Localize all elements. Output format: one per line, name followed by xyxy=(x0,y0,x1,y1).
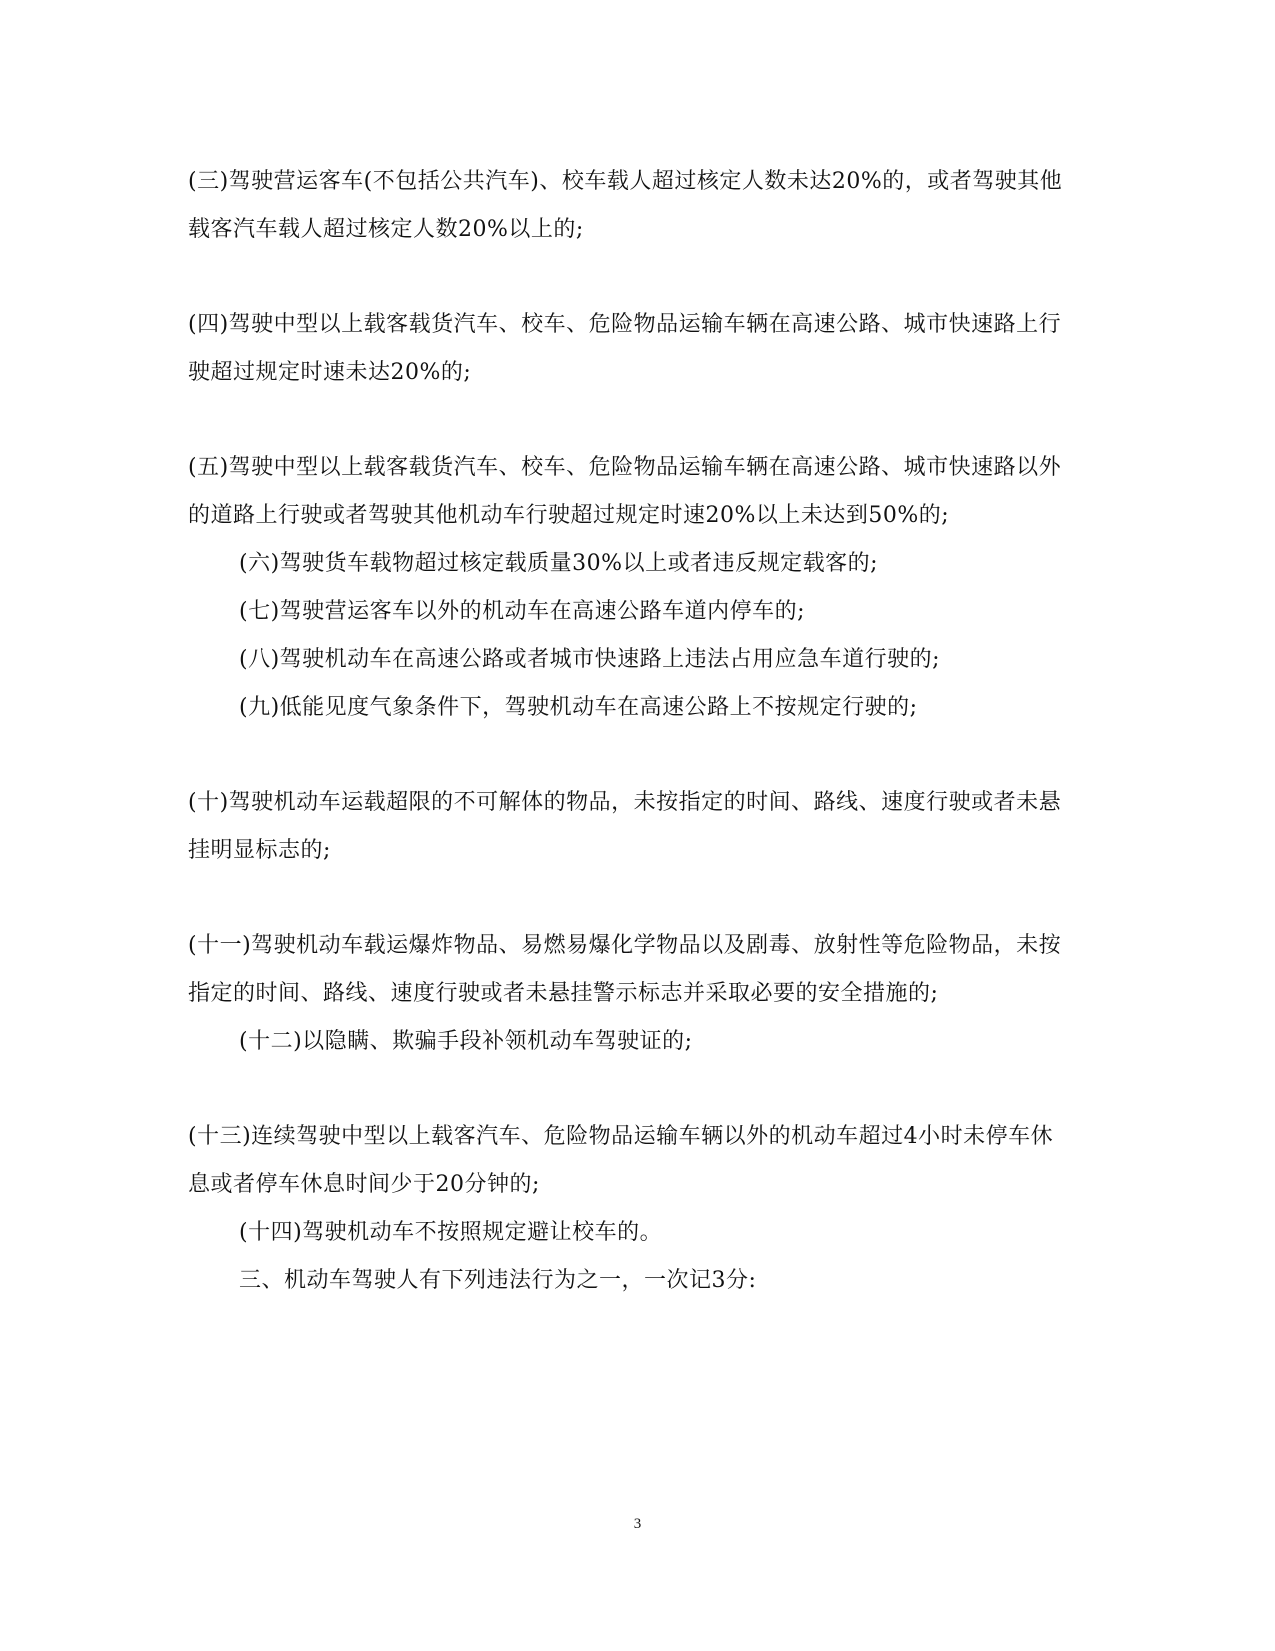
paragraph-item-4: (四)驾驶中型以上载客载货汽车、校车、危险物品运输车辆在高速公路、城市快速路上行驶超过规定时速未达20%的; xyxy=(188,312,1062,385)
paragraph-item-6: (六)驾驶货车载物超过核定载质量30%以上或者违反规定载客的; xyxy=(239,551,878,576)
paragraph-item-13: (十三)连续驾驶中型以上载客汽车、危险物品运输车辆以外的机动车超过4小时未停车休息或者停车休息时间少于20分钟的; xyxy=(188,1124,1054,1197)
paragraph-item-14: (十四)驾驶机动车不按照规定避让校车的。 xyxy=(239,1220,663,1245)
paragraph-item-12: (十二)以隐瞒、欺骗手段补领机动车驾驶证的; xyxy=(239,1029,693,1054)
section-heading-three: 三、机动车驾驶人有下列违法行为之一，一次记3分: xyxy=(239,1268,757,1293)
paragraph-item-8: (八)驾驶机动车在高速公路或者城市快速路上违法占用应急车道行驶的; xyxy=(239,647,941,672)
paragraph-item-11: (十一)驾驶机动车载运爆炸物品、易燃易爆化学物品以及剧毒、放射性等危险物品，未按指定的时间、路线、速度行驶或者未悬挂警示标志并采取必要的安全措施的; xyxy=(188,933,1062,1006)
document-body xyxy=(188,158,1068,1305)
paragraph-item-3: (三)驾驶营运客车(不包括公共汽车)、校车载人超过核定人数未达20%的，或者驾驶其他载客汽车载人超过核定人数20%以上的; xyxy=(188,169,1063,242)
page-number: 3 xyxy=(633,1516,642,1532)
paragraph-item-5: (五)驾驶中型以上载客载货汽车、校车、危险物品运输车辆在高速公路、城市快速路以外的道路上行驶或者驾驶其他机动车行驶超过规定时速20%以上未达到50%的; xyxy=(188,455,1062,528)
paragraph-item-10: (十)驾驶机动车运载超限的不可解体的物品，未按指定的时间、路线、速度行驶或者未悬挂明显标志的; xyxy=(188,790,1062,863)
paragraph-item-9: (九)低能见度气象条件下，驾驶机动车在高速公路上不按规定行驶的; xyxy=(239,695,918,720)
paragraph-item-7: (七)驾驶营运客车以外的机动车在高速公路车道内停车的; xyxy=(239,599,806,624)
